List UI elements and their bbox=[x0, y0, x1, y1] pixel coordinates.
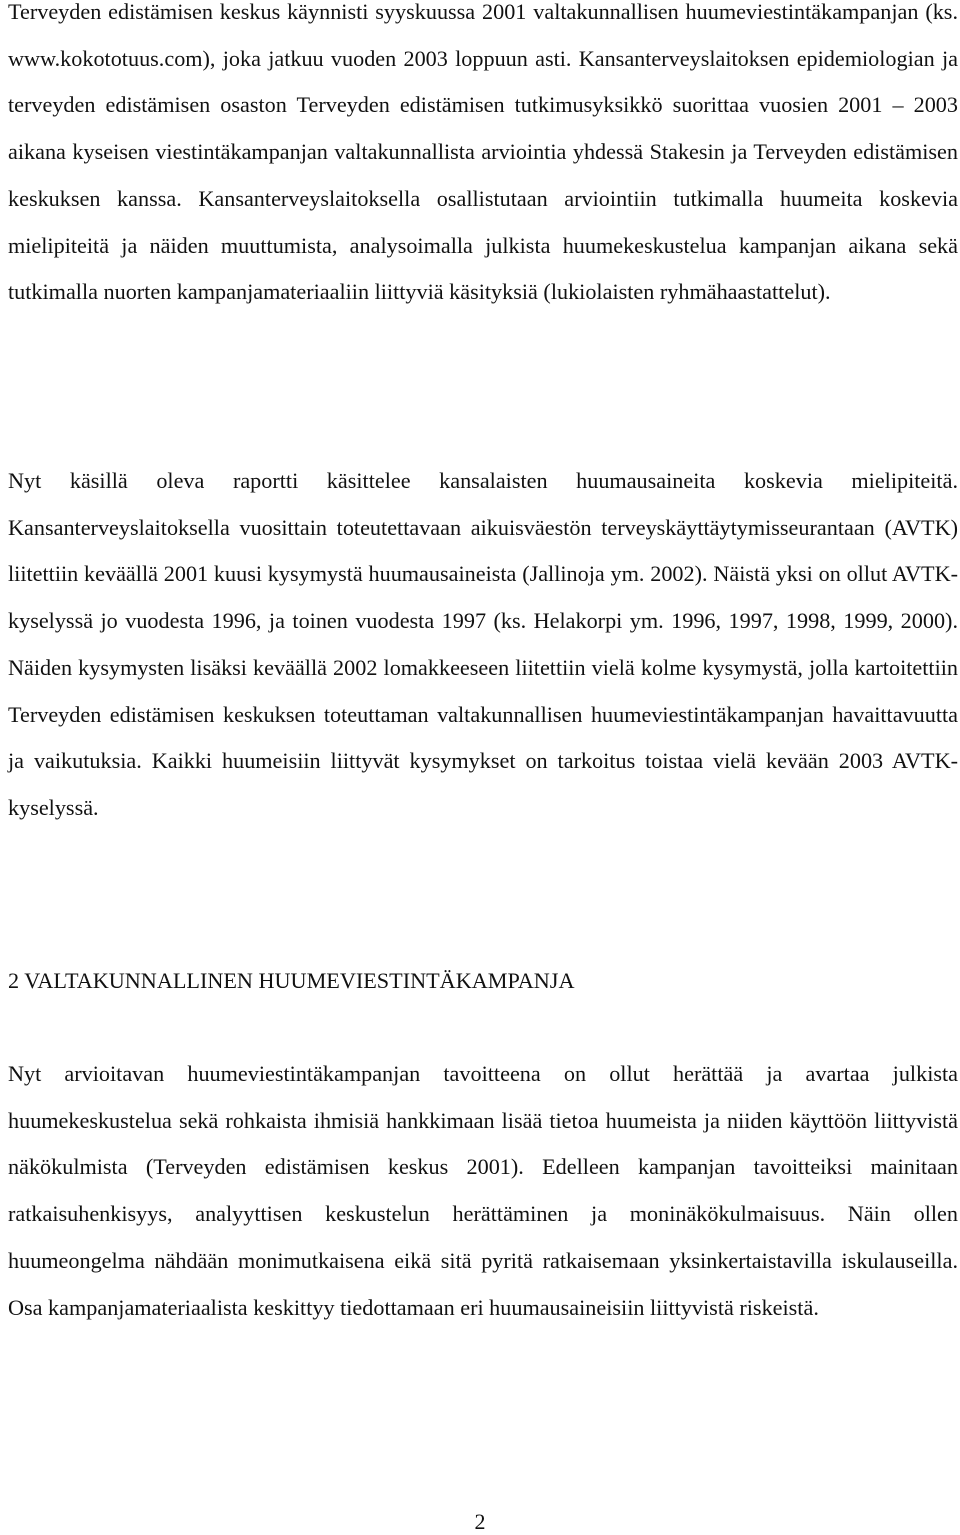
paragraph-report-scope: Nyt käsillä oleva raportti käsittelee kansalaisten huumausaineita koskevia mielipiteitä. Kansanterveyslaitoksella vuosittain toteutettavaan aikuisväestön terveyskäyttäytymisseurantaan (AVTK) liitettiin keväällä 2001 kuusi kysymystä huumausaineista (Jallinoja ym. 2002). Näistä yksi on ollut AVTK-kyselyssä jo vuodesta 1996, ja toinen vuodesta 1997 (ks. Helakorpi ym. 1996, 1997, 1998, 1999, 2000). Näiden kysymysten lisäksi keväällä 2002 lomakkeeseen liitettiin vielä kolme kysymystä, jolla kartoitettiin Terveyden edistämisen keskuksen toteuttaman valtakunnallisen huumeviestintäkampanjan havaittavuutta ja vaikutuksia. Kaikki huumeisiin liittyvät kysymykset on tarkoitus toistaa vielä kevään 2003 AVTK-kyselyssä. bbox=[8, 468, 958, 820]
paragraph-campaign-goals: Nyt arvioitavan huumeviestintäkampanjan tavoitteena on ollut herättää ja avartaa julkista huumekeskustelua sekä rohkaista ihmisiä hankkimaan lisää tietoa huumeista ja niiden käyttöön liittyvistä näkökulmista (Terveyden edistämisen keskus 2001). Edelleen kampanjan tavoitteiksi mainitaan ratkaisuhenkisyys, analyyttisen keskustelun herättäminen ja moninäkökulmaisuus. Näin ollen huumeongelma nähdään monimutkaisena eikä sitä pyritä ratkaisemaan yksinkertaistavilla iskulauseilla. Osa kampanjamateriaalista keskittyy tiedottamaan eri huumausaineisiin liittyvistä riskeistä. bbox=[8, 1061, 958, 1320]
paragraph-campaign-intro: Terveyden edistämisen keskus käynnisti syyskuussa 2001 valtakunnallisen huumeviestintäkampanjan (ks. www.kokototuus.com), joka jatkuu vuoden 2003 loppuun asti. Kansanterveyslaitoksen epidemiologian ja terveyden edistämisen osaston Terveyden edistämisen tutkimusyksikkö suorittaa vuosien 2001 – 2003 aikana kyseisen viestintäkampanjan valtakunnallista arviointia yhdessä Stakesin ja Terveyden edistämisen keskuksen kanssa. Kansanterveyslaitoksella osallistutaan arviointiin tutkimalla huumeita koskevia mielipiteitä ja näiden muuttumista, analysoimalla julkista huumekeskustelua kampanjan aikana sekä tutkimalla nuorten kampanjamateriaaliin liittyviä käsityksiä (lukiolaisten ryhmähaastattelut). bbox=[8, 0, 958, 305]
section-heading: 2 VALTAKUNNALLINEN HUUMEVIESTINTÄKAMPANJA bbox=[8, 968, 575, 993]
page-number: 2 bbox=[474, 1509, 486, 1534]
